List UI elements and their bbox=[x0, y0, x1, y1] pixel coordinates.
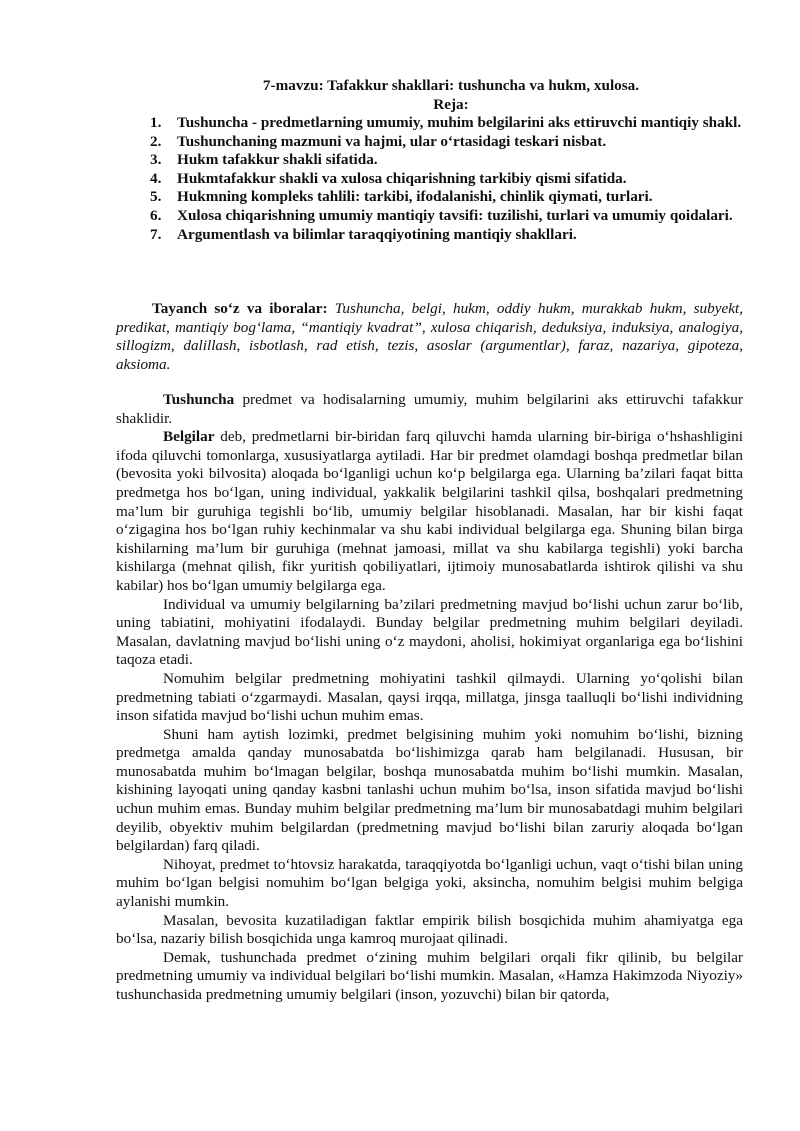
plan-heading: Reja: bbox=[433, 96, 469, 113]
plan-item bbox=[150, 151, 743, 170]
plan-item-number: 3. bbox=[150, 151, 162, 169]
plan-item-number: 6. bbox=[150, 206, 162, 224]
paragraph bbox=[116, 949, 743, 1005]
plan-item-number: 4. bbox=[150, 169, 162, 187]
paragraph-text: predmet va hodisalarning umumiy, muhim belgilarini aks ettiruvchi tafakkur shaklidir. bbox=[116, 391, 743, 427]
paragraph bbox=[116, 428, 743, 595]
plan-item-text: Tushuncha - predmetlarning umumiy, muhim belgilarini aks ettiruvchi mantiqiy shakl. bbox=[177, 114, 742, 131]
plan-item-number: 2. bbox=[150, 132, 162, 150]
plan-item-text: Argumentlash va bilimlar taraqqiyotining mantiqiy shakllari. bbox=[177, 225, 577, 243]
paragraph-text: Nihoyat, predmet to‘htovsiz harakatda, taraqqiyotda bo‘lganligi uchun, vaqt o‘tishi bilan uning muhim bo‘lgan belgisi nomuhim bo‘lgan belgiga yoki, aksincha, nomuhim belgisi muhim belgiga aylanishi mumkin. bbox=[116, 855, 743, 911]
paragraph bbox=[116, 726, 743, 856]
paragraph-text: Demak, tushunchada predmet o‘zining muhim belgilari orqali fikr qilinib, bu belgilar predmetning umumiy va individual belgilari bo‘lishi mumkin. Masalan, «Hamza Hakimzoda Niyoziy» tushunchasida predmetning umumiy belgilari (inson, yozuvchi) bilan bir qatorda, bbox=[116, 948, 743, 1003]
plan-item-text: Hukmtafakkur shakli va xulosa chiqarishning tarkibiy qismi sifatida. bbox=[177, 169, 627, 187]
paragraph-text: Individual va umumiy belgilarning ba’zilari predmetning mavjud bo‘lishi uchun zarur bo‘lib, uning tabiatini, mohiyatini ifodalaydi. Bunday belgilar predmetning muhim belgilari deyiladi. Masalan, davlatning mavjud bo‘lishi uning o‘z maydoni, aholisi, hokimiyat organlariga ega bo‘lishini taqoza etadi. bbox=[116, 595, 743, 669]
keywords-label: Tayanch so‘z va iboralar: bbox=[152, 300, 328, 317]
plan-item bbox=[150, 114, 743, 133]
paragraph bbox=[116, 670, 743, 726]
paragraph bbox=[116, 912, 743, 949]
plan-item bbox=[150, 207, 743, 226]
term-bold: Belgilar bbox=[163, 428, 215, 446]
plan-item-text: Hukmning kompleks tahlili: tarkibi, ifodalanishi, chinlik qiymati, turlari. bbox=[177, 188, 653, 206]
plan-item-text: Hukm tafakkur shakli sifatida. bbox=[177, 151, 378, 169]
term-bold: Tushuncha bbox=[163, 391, 235, 408]
document-title: 7-mavzu: Tafakkur shakllari: tushuncha va hukm, xulosa. bbox=[262, 77, 640, 94]
paragraph-text: Masalan, bevosita kuzatiladigan faktlar empirik bilish bosqichida muhim ahamiyatga ega bo‘lsa, nazariy bilish bosqichida unga kamroq murojaat qilinadi. bbox=[116, 911, 743, 948]
plan-item-number: 7. bbox=[150, 225, 162, 243]
plan-item-text: Tushunchaning mazmuni va hajmi, ular o‘rtasidagi teskari nisbat. bbox=[177, 132, 607, 150]
keywords-list: Tushuncha, belgi, hukm, oddiy hukm, murakkab hukm, subyekt, predikat, mantiqiy bog‘lama, “mantiqiy kvadrat”, xulosa chiqarish, deduksiya, induksiya, analogiya, sillogizm, dalillash, isbotlash, rad etish, tezis, asoslar (argumentlar), faraz, nazariya, gipoteza, aksioma. bbox=[116, 300, 743, 373]
plan-item-text: Xulosa chiqarishning umumiy mantiqiy tavsifi: tuzilishi, turlari va umumiy qoidalari. bbox=[177, 206, 733, 224]
paragraph-text: Nomuhim belgilar predmetning mohiyatini tashkil qilmaydi. Ularning yo‘qolishi bilan predmetning tabiati o‘zgarmaydi. Masalan, qaysi irqqa, millatga, jinsga taalluqli bo‘lishi individning inson sifatida mavjud bo‘lishi uchun muhim emas. bbox=[116, 669, 743, 725]
paragraph-text: Shuni ham aytish lozimki, predmet belgisining muhim yoki nomuhim bo‘lishi, bizning predmetga amalda qanday munosabatda bo‘lishimizga qarab ham belgilanadi. Hususan, bir munosabatda muhim bo‘lmagan belgilar, boshqa munosabatda muhim bo‘lishi mumkin. Masalan, kishining layoqati uning qanday kasbni tanlashi uchun muhim bo‘lsa, inson sifatida mavjud bo‘lishi uchun muhim emas. Bunday muhim belgilar predmetning ma’lum bir munosabatdagi muhim belgilari deyilib, obyektiv muhim belgilardan (predmetning mavjud bo‘lishi bilan zaruriy aloqada bo‘lgan belgilardan) farq qiladi. bbox=[116, 725, 743, 855]
body-text bbox=[116, 391, 743, 1005]
plan-list bbox=[150, 114, 743, 244]
paragraph bbox=[116, 596, 743, 670]
plan-item bbox=[150, 188, 743, 207]
plan-item bbox=[150, 133, 743, 152]
plan-item-number: 5. bbox=[150, 188, 162, 206]
keywords-paragraph bbox=[116, 300, 743, 374]
plan-item bbox=[150, 226, 743, 245]
paragraph bbox=[116, 856, 743, 912]
plan-item bbox=[150, 170, 743, 189]
paragraph-text: deb, predmetlarni bir-biridan farq qiluvchi hamda ularning bir-biriga o‘hshashligini ifoda qiluvchi tomonlarga, xususiyatlarga aytiladi. Har bir predmet olamdagi boshqa predmetlar bilan (bevosita yoki bilvosita) aloqada bo‘lganligi uchun ko‘p belgilarga ega. Ularning ba’zilari faqat bitta predmetga hos bo‘lgan, uning individual, yakkalik belgilarini tashkil qilsa, boshqalari predmetning ma’lum bir guruhiga tegishli bo‘lib, umumiy belgilar hisoblanadi. Masalan, har bir kishi faqat o‘zigagina hos bo‘lgan ruhiy kechinmalar va shu kabi individual belgilarga ega. Shuning bilan birga kishilarning ma’lum bir guruhiga (mehnat jamoasi, millat va shu kabilarga tegishli) yoki barcha kishilarga (mehnat qilish, fikr yuritish qobiliyatlari, ijtimoiy munosabatlarda ishtirok qilishi va shu kabilar) hos bo‘lgan umumiy belgilarga ega. bbox=[116, 428, 743, 594]
plan-item-number: 1. bbox=[150, 114, 162, 131]
paragraph bbox=[116, 391, 743, 428]
